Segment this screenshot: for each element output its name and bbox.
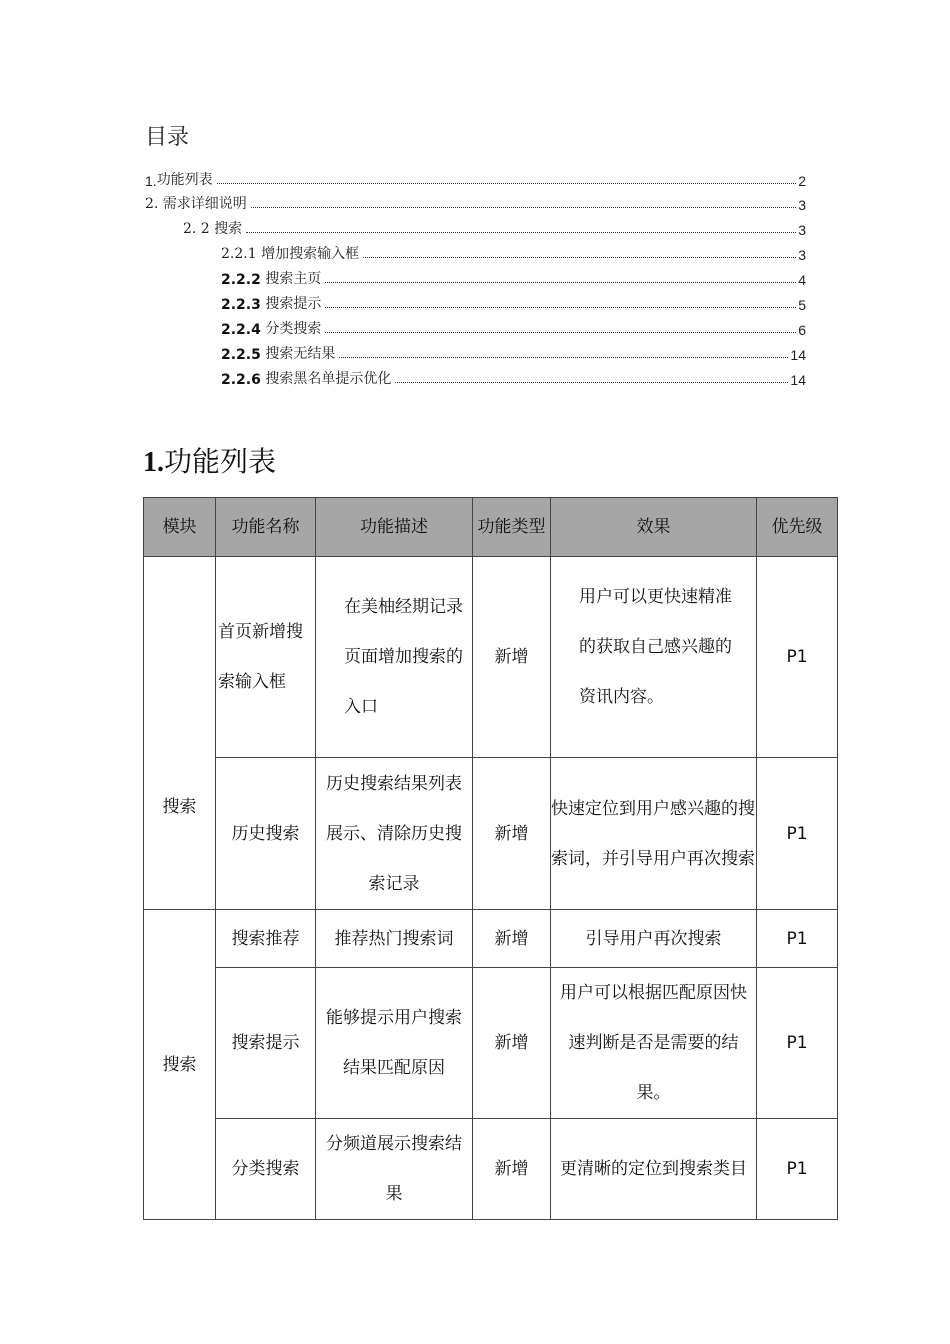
toc-entry[interactable]	[221, 366, 806, 388]
toc-entry-label: 2. 需求详细说明	[145, 196, 247, 212]
feature-type-cell: 新增	[473, 968, 551, 1119]
table-row	[144, 910, 838, 968]
feature-desc-cell: 分频道展示搜索结果	[316, 1119, 473, 1220]
toc-entry-label: 2.2.1 增加搜索输入框	[221, 246, 360, 262]
table-row	[144, 1119, 838, 1220]
toc-entry-number: 2.2.4	[221, 322, 261, 338]
toc-leader-dots	[339, 357, 788, 358]
table-header-cell: 功能类型	[473, 498, 551, 557]
toc-title: 目录	[145, 125, 190, 150]
toc-entry-number: 2.2.5	[221, 347, 261, 363]
feature-effect-cell: 用户可以更快速精准的获取自己感兴趣的资讯内容。	[551, 557, 757, 758]
feature-name-cell: 搜索推荐	[216, 910, 316, 968]
toc-entry-page: 4	[798, 272, 806, 288]
feature-desc-cell: 历史搜索结果列表展示、清除历史搜索记录	[316, 758, 473, 910]
table-header-cell: 模块	[144, 498, 216, 557]
toc-entry-page: 3	[798, 197, 806, 213]
module-cell: 搜索	[144, 557, 216, 910]
toc-entry[interactable]	[221, 266, 806, 288]
feature-effect-cell: 更清晰的定位到搜索类目	[551, 1119, 757, 1220]
feature-priority-cell: P1	[757, 1119, 838, 1220]
toc-leader-dots	[325, 307, 796, 308]
toc-entry-label: 功能列表	[156, 172, 213, 188]
feature-priority-cell: P1	[757, 557, 838, 758]
feature-priority-cell: P1	[757, 758, 838, 910]
toc-leader-dots	[363, 257, 796, 258]
toc-entry-page: 3	[798, 222, 806, 238]
table-header-cell: 功能名称	[216, 498, 316, 557]
table-row	[144, 758, 838, 910]
module-cell: 搜索	[144, 910, 216, 1220]
toc-entry[interactable]	[221, 291, 806, 313]
feature-desc-cell: 推荐热门搜索词	[316, 910, 473, 968]
toc-entry[interactable]	[145, 191, 806, 213]
table-row	[144, 557, 838, 758]
toc-leader-dots	[395, 382, 788, 383]
toc-entry-label: 搜索无结果	[265, 346, 336, 362]
toc-entry-number: 2.2.6	[221, 372, 261, 388]
table-header-cell: 效果	[551, 498, 757, 557]
toc-leader-dots	[325, 282, 796, 283]
feature-type-cell: 新增	[473, 1119, 551, 1220]
table-header-row	[144, 498, 838, 557]
toc-leader-dots	[251, 207, 796, 208]
toc-entry-number: 2.2.2	[221, 272, 261, 288]
toc-entry-label: 搜索提示	[265, 296, 322, 312]
toc-entry-number: 2.2.3	[221, 297, 261, 313]
section-title: 功能列表	[164, 445, 277, 478]
toc-entry-label: 2. 2 搜索	[183, 221, 243, 237]
feature-type-cell: 新增	[473, 758, 551, 910]
table-header-cell: 优先级	[757, 498, 838, 557]
toc-entry-number: 1.	[145, 173, 157, 189]
toc-entry-page: 3	[798, 247, 806, 263]
feature-name-cell: 分类搜索	[216, 1119, 316, 1220]
section-number: 1.	[143, 447, 164, 478]
table-row	[144, 968, 838, 1119]
feature-priority-cell: P1	[757, 968, 838, 1119]
toc-entry[interactable]	[145, 167, 806, 189]
toc-entry-page: 14	[790, 372, 806, 388]
section-heading	[143, 440, 276, 480]
feature-desc-cell: 在美柚经期记录页面增加搜索的入口	[316, 557, 473, 758]
toc-entry-page: 14	[790, 347, 806, 363]
toc-entry-label: 搜索主页	[265, 271, 322, 287]
toc-leader-dots	[217, 183, 797, 184]
toc-entry-label: 搜索黑名单提示优化	[265, 371, 392, 387]
feature-type-cell: 新增	[473, 557, 551, 758]
toc-leader-dots	[325, 332, 796, 333]
toc-entry[interactable]	[183, 216, 806, 238]
toc-entry-page: 6	[798, 322, 806, 338]
toc-entry[interactable]	[221, 316, 806, 338]
feature-name-cell: 搜索提示	[216, 968, 316, 1119]
toc-entry-page: 5	[798, 297, 806, 313]
toc-entry-label: 分类搜索	[265, 321, 322, 337]
toc-entry[interactable]	[221, 241, 806, 263]
feature-desc-cell: 能够提示用户搜索结果匹配原因	[316, 968, 473, 1119]
feature-priority-cell: P1	[757, 910, 838, 968]
toc-entry[interactable]	[221, 341, 806, 363]
feature-effect-cell: 用户可以根据匹配原因快速判断是否是需要的结果。	[551, 968, 757, 1119]
table-header-cell: 功能描述	[316, 498, 473, 557]
feature-effect-cell: 快速定位到用户感兴趣的搜索词，并引导用户再次搜索	[551, 758, 757, 910]
feature-name-cell: 历史搜索	[216, 758, 316, 910]
toc-entry-page: 2	[798, 173, 806, 189]
feature-table	[143, 497, 838, 1220]
feature-effect-cell: 引导用户再次搜索	[551, 910, 757, 968]
toc-leader-dots	[246, 232, 796, 233]
feature-type-cell: 新增	[473, 910, 551, 968]
feature-name-cell: 首页新增搜索输入框	[216, 557, 316, 758]
